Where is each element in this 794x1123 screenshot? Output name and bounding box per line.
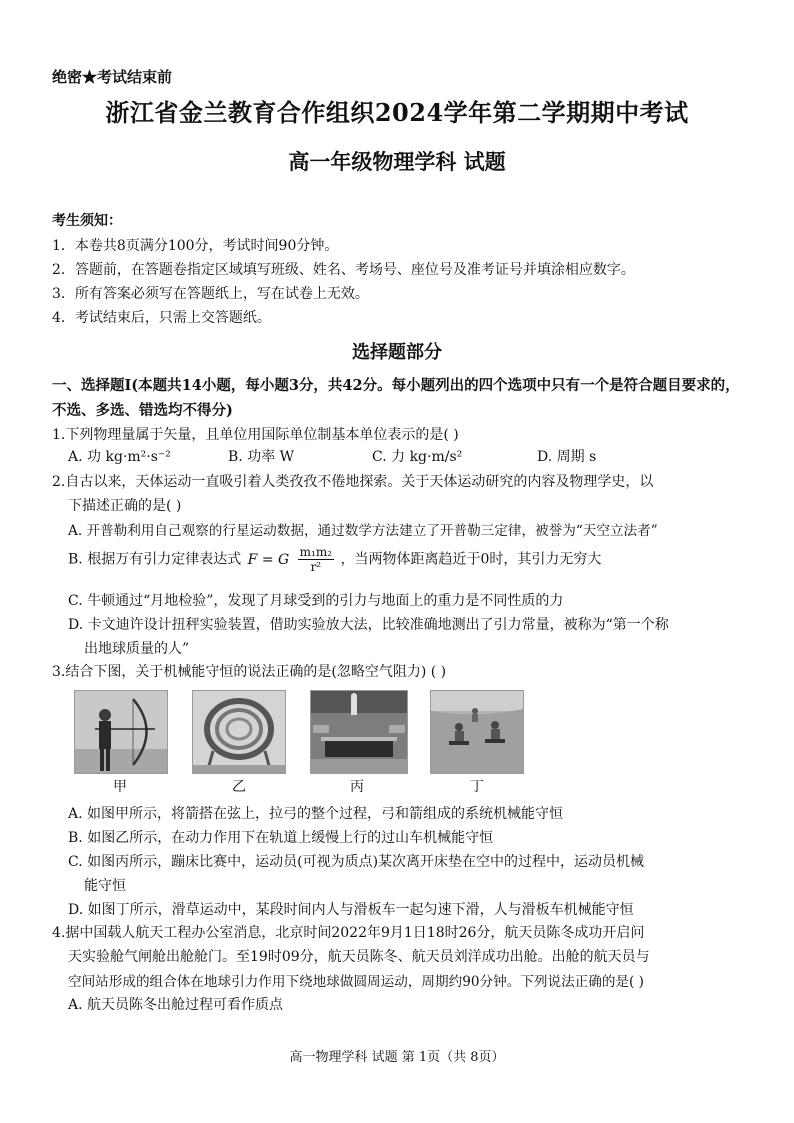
exam-title: 浙江省金兰教育合作组织2024学年第二学期期中考试 bbox=[105, 98, 689, 127]
question-3-option-c-line-1: C. 如图丙所示，蹦床比赛中，运动员(可视为质点)某次离开床垫在空中的过程中，运动员机械 bbox=[68, 854, 645, 870]
option-b-prefix: B. 根据万有引力定律表达式 bbox=[68, 551, 242, 568]
question-2-option-a: A. 开普勒利用自己观察的行星运动数据，通过数学方法建立了开普勒三定律，被誉为“天空立法者” bbox=[68, 523, 658, 539]
question-1-option-a: A. 功 kg·m²·s⁻² bbox=[68, 449, 171, 465]
photo-label-bing: 丙 bbox=[350, 779, 364, 795]
question-1-option-b: B. 功率 W bbox=[228, 449, 295, 465]
question-2-stem-line-1: 2.自古以来，天体运动一直吸引着人类孜孜不倦地探索。关于天体运动研究的内容及物理学史，以 bbox=[52, 474, 654, 490]
question-3-option-c-line-2: 能守恒 bbox=[84, 878, 126, 894]
archer-photo bbox=[74, 690, 168, 774]
question-2-option-b bbox=[68, 545, 601, 574]
question-2-option-d-line-2: 出地球质量的人” bbox=[84, 641, 190, 657]
trampoline-photo bbox=[310, 690, 408, 774]
question-4-stem-line-2: 天实验舱气闸舱出舱舱门。至19时09分，航天员陈冬、航天员刘洋成功出舱。出舱的航天员与 bbox=[68, 949, 650, 965]
question-1-option-d: D. 周期 s bbox=[537, 449, 597, 465]
notice-heading: 考生须知： bbox=[52, 213, 122, 229]
question-1-option-c: C. 力 kg·m/s² bbox=[372, 449, 463, 465]
gravitation-formula-lhs: F = G bbox=[247, 551, 290, 568]
question-3-option-d: D. 如图丁所示，滑草运动中，某段时间内人与滑板车一起匀速下滑，人与滑板车机械能守恒 bbox=[68, 902, 634, 918]
notice-item: 1．本卷共8页满分100分，考试时间90分钟。 bbox=[52, 238, 339, 254]
notice-item: 2．答题前，在答题卷指定区域填写班级、姓名、考场号、座位号及准考证号并填涂相应数字。 bbox=[52, 262, 635, 278]
question-1-stem: 1.下列物理量属于矢量，且单位用国际单位制基本单位表示的是( ) bbox=[52, 427, 459, 443]
section-title: 选择题部分 bbox=[352, 342, 442, 363]
page-footer: 高一物理学科 试题 第 1页（共 8页） bbox=[289, 1050, 505, 1065]
grass-sledding-photo bbox=[430, 690, 524, 774]
fraction-denominator: r² bbox=[310, 560, 322, 574]
question-2-option-d-line-1: D. 卡文迪许设计扭秤实验装置，借助实验放大法，比较准确地测出了引力常量，被称为“第一个称 bbox=[68, 617, 669, 633]
fraction-numerator: m₁m₂ bbox=[299, 545, 333, 559]
notice-item: 3．所有答案必须写在答题纸上，写在试卷上无效。 bbox=[52, 286, 369, 302]
exam-subtitle: 高一年级物理学科 试题 bbox=[288, 149, 506, 174]
question-4-stem-line-1: 4.据中国载人航天工程办公室消息，北京时间2022年9月1日18时26分，航天员陈冬成功开启问 bbox=[52, 925, 645, 941]
option-b-suffix: ，当两物体距离趋近于0时，其引力无穷大 bbox=[340, 551, 602, 568]
question-2-option-c: C. 牛顿通过“月地检验”，发现了月球受到的引力与地面上的重力是不同性质的力 bbox=[68, 593, 564, 609]
question-4-option-a: A. 航天员陈冬出舱过程可看作质点 bbox=[68, 997, 284, 1013]
photo-label-jia: 甲 bbox=[113, 779, 127, 795]
roller-coaster-photo bbox=[192, 690, 286, 774]
confidential-mark: 绝密★考试结束前 bbox=[52, 68, 173, 86]
gravitation-fraction bbox=[298, 545, 334, 574]
question-3-option-b: B. 如图乙所示，在动力作用下在轨道上缓慢上行的过山车机械能守恒 bbox=[68, 830, 494, 846]
question-3-stem: 3.结合下图，关于机械能守恒的说法正确的是(忽略空气阻力) ( ) bbox=[52, 664, 447, 680]
question-4-stem-line-3: 空间站形成的组合体在地球引力作用下绕地球做圆周运动，周期约90分钟。下列说法正确的是( ) bbox=[68, 974, 644, 990]
notice-item: 4．考试结束后，只需上交答题纸。 bbox=[52, 310, 271, 326]
photo-label-ding: 丁 bbox=[470, 779, 484, 795]
question-2-stem-line-2: 下描述正确的是( ) bbox=[68, 498, 182, 514]
part-heading: 一、选择题Ⅰ(本题共14小题，每小题3分，共42分。每小题列出的四个选项中只有一个是符合题目要求的，不选、多选、错选均不得分) bbox=[52, 377, 740, 419]
question-3-option-a: A. 如图甲所示，将箭搭在弦上，拉弓的整个过程，弓和箭组成的系统机械能守恒 bbox=[68, 806, 564, 822]
photo-label-yi: 乙 bbox=[232, 779, 246, 795]
